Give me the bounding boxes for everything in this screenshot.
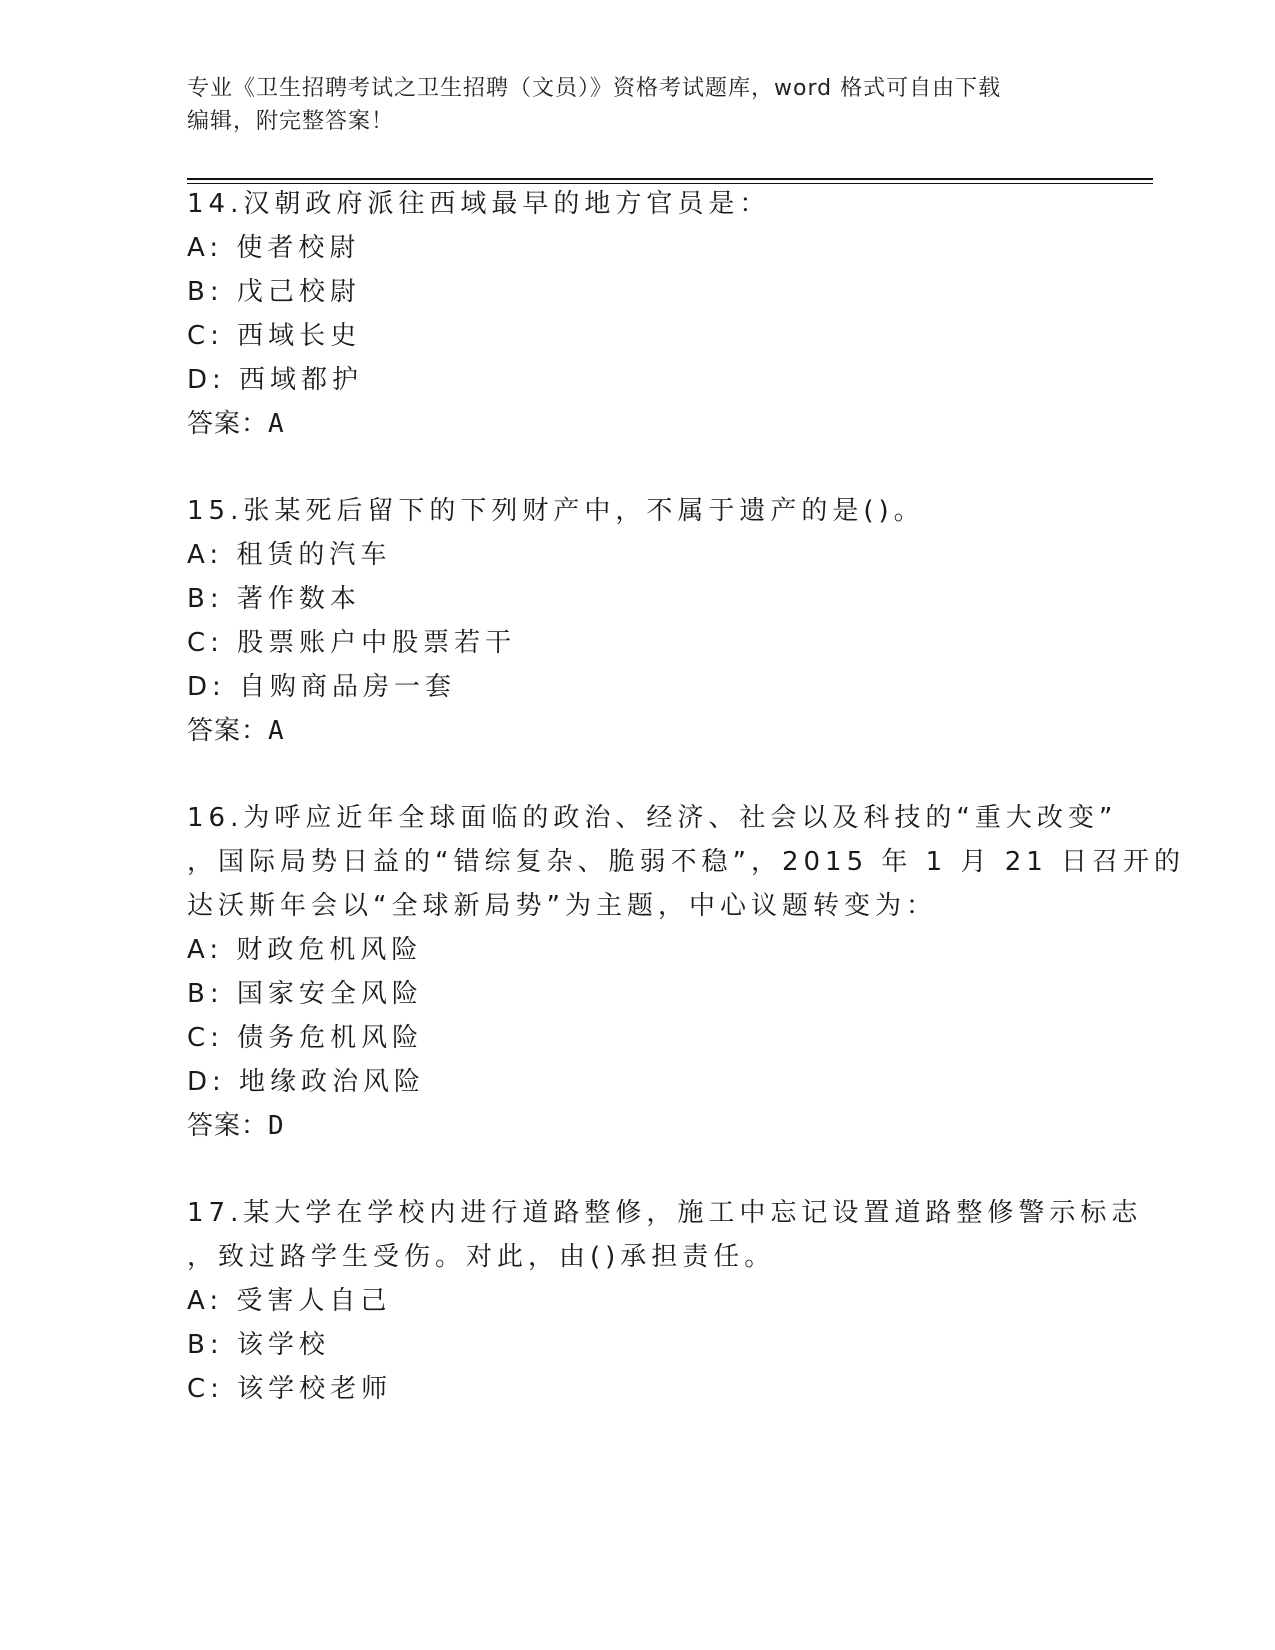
answer-value: A xyxy=(268,716,284,746)
answer-label: 答案： xyxy=(187,1111,269,1141)
question-14-answer xyxy=(187,408,284,440)
header-rule-thick xyxy=(187,178,1153,180)
header-line-1: 专业《卫生招聘考试之卫生招聘（文员）》资格考试题库，word 格式可自由下载 xyxy=(187,76,1002,101)
question-16-text-line-2: ，国际局势日益的“错综复杂、脆弱不稳”，2015 年 1 月 21 日召开的 xyxy=(187,847,1186,877)
question-17-option-c: C: 该学校老师 xyxy=(187,1374,393,1404)
question-16-answer xyxy=(187,1110,284,1142)
answer-label: 答案： xyxy=(187,716,269,746)
question-16-option-d: D: 地缘政治风险 xyxy=(187,1067,426,1097)
question-15-option-c: C: 股票账户中股票若干 xyxy=(187,628,517,658)
question-15-option-a: A: 租赁的汽车 xyxy=(187,540,392,570)
answer-label: 答案： xyxy=(187,409,269,439)
header-line-2: 编辑，附完整答案！ xyxy=(187,109,395,134)
question-16-option-b: B: 国家安全风险 xyxy=(187,979,423,1009)
question-16-option-a: A: 财政危机风险 xyxy=(187,935,423,965)
question-16-text-line-1: 16.为呼应近年全球面临的政治、经济、社会以及科技的“重大改变” xyxy=(187,803,1118,833)
question-16-option-c: C: 债务危机风险 xyxy=(187,1023,424,1053)
question-14-option-d: D: 西域都护 xyxy=(187,365,364,395)
question-15-option-d: D: 自购商品房一套 xyxy=(187,672,457,702)
document-header xyxy=(187,72,1087,138)
question-16-text-line-3: 达沃斯年会以“全球新局势”为主题，中心议题转变为： xyxy=(187,891,937,921)
answer-value: D xyxy=(268,1111,284,1141)
question-17-text-line-2: ，致过路学生受伤。对此，由()承担责任。 xyxy=(187,1242,776,1272)
question-15-text: 15.张某死后留下的下列财产中，不属于遗产的是()。 xyxy=(187,496,925,526)
answer-value: A xyxy=(268,409,284,439)
question-14-text: 14.汉朝政府派往西域最早的地方官员是： xyxy=(187,189,771,219)
question-14-option-c: C: 西域长史 xyxy=(187,321,362,351)
question-14-option-b: B: 戊己校尉 xyxy=(187,277,361,307)
header-rule-thin xyxy=(187,183,1153,184)
question-15-answer xyxy=(187,715,284,747)
question-15-option-b: B: 著作数本 xyxy=(187,584,361,614)
question-14-option-a: A: 使者校尉 xyxy=(187,233,361,263)
question-17-text-line-1: 17.某大学在学校内进行道路整修，施工中忘记设置道路整修警示标志 xyxy=(187,1198,1143,1228)
question-17-option-b: B: 该学校 xyxy=(187,1330,330,1360)
question-17-option-a: A: 受害人自己 xyxy=(187,1286,392,1316)
